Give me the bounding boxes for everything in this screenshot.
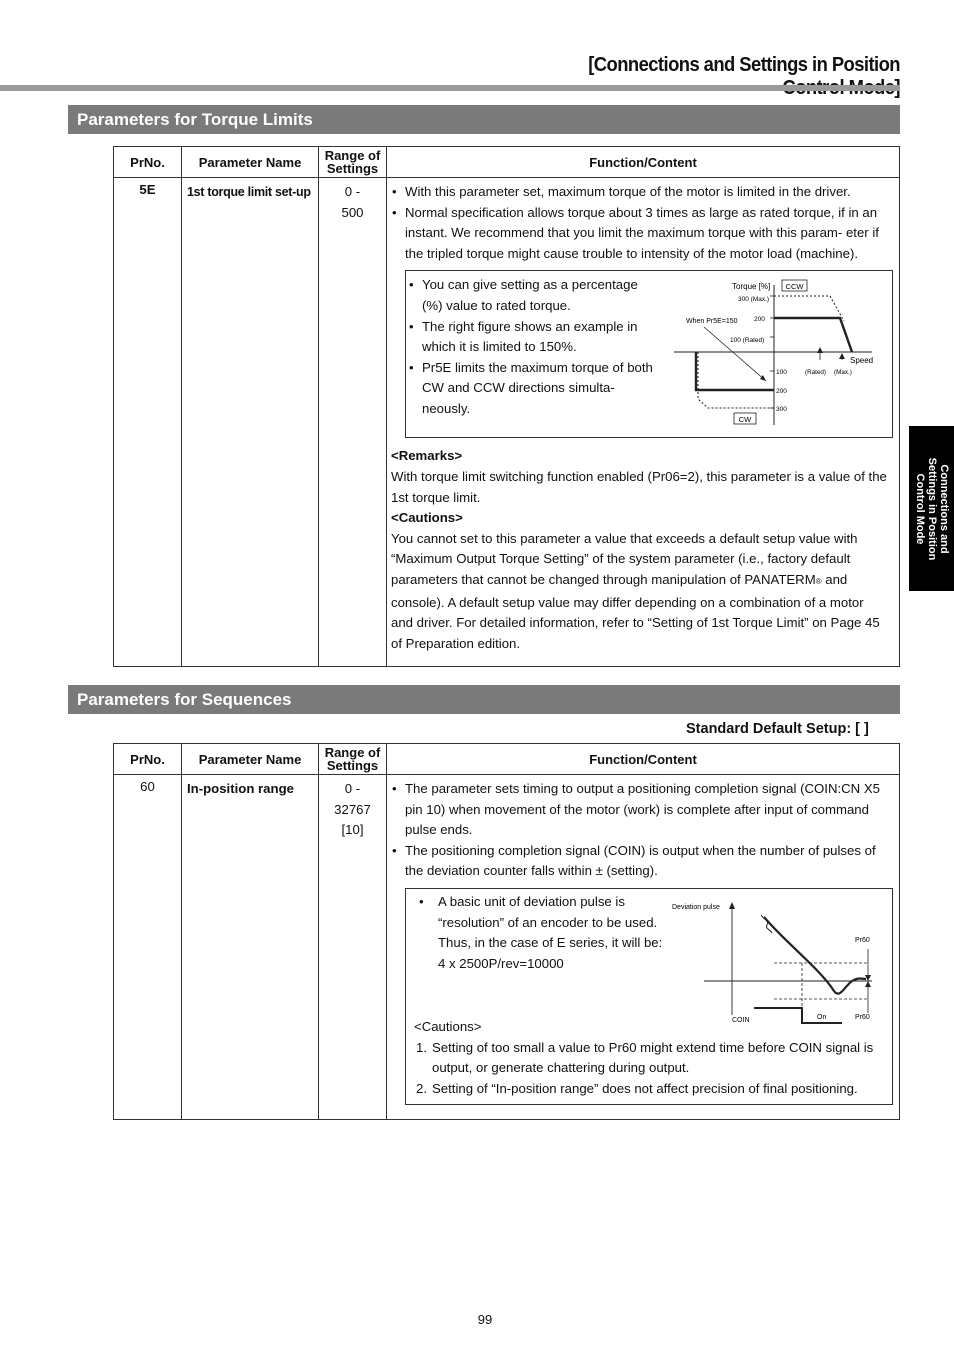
max-speed-label: (Max.): [834, 369, 852, 377]
speed-axis-label: Speed: [850, 356, 874, 366]
pr60-bottom-label: Pr60: [855, 1013, 870, 1021]
table-row: [114, 775, 900, 1120]
row-range: 0 - 32767 [10]: [319, 775, 387, 1120]
when-label: When Pr5E=150: [686, 318, 738, 326]
col-prno: PrNo.: [114, 744, 182, 775]
side-tab-text: Connections and Settings in Position Control Mode: [913, 457, 950, 560]
standard-default-setup: Standard Default Setup: [ ]: [686, 721, 869, 737]
box-text: [406, 271, 653, 425]
row-prno: 60: [114, 775, 182, 1120]
torque-limit-diagram: [672, 275, 890, 431]
function-bullet: • Normal specification allows torque about 3 times as large as rated torque, if in an instant. We recommend that you limit the maximum torque with this param- eter if the tripled torque might cause trouble to intensity of the motor load (machine).: [391, 203, 889, 265]
col-range: Range of Settings: [319, 744, 387, 775]
page-header: [Connections and Settings in Position: [588, 54, 900, 76]
box-text: [406, 889, 668, 974]
function-bullet: • With this parameter set, maximum torque of the motor is limited in the driver.: [391, 182, 889, 203]
section-title-sequences: Parameters for Sequences: [68, 685, 900, 714]
table-row: [114, 178, 900, 667]
pr60-top-label: Pr60: [855, 936, 870, 944]
box-bullet: • A basic unit of deviation pulse is “resolution” of an encoder to be used. Thus, in the case of E series, it will be: 4 x 2500P/rev=10000: [418, 892, 668, 974]
col-range: Range of Settings: [319, 147, 387, 178]
cautions-heading: <Cautions>: [391, 510, 463, 526]
tick-200: 200: [754, 316, 765, 324]
header-rule: [0, 85, 900, 91]
cautions-text: You cannot set to this parameter a value that exceeds a default setup value with “Maximum Output Torque Setting” of the system parameter (i.e., factory default parameters that cannot be changed through manipulation of PANATERM® and console). A default setup value may differ depending on a combination of a motor and driver. For detailed information, refer to “Setting of 1st Torque Limit” on Page 45 of Preparation edition.: [391, 530, 880, 651]
on-label: On: [817, 1013, 827, 1021]
remarks-text: With torque limit switching function enabled (Pr06=2), this parameter is a value of the 1st torque limit.: [391, 468, 887, 505]
table-header-row: [114, 744, 900, 775]
tick-neg-300: 300: [776, 406, 787, 414]
deviation-example-box: [405, 888, 893, 1105]
box-bullet: • Pr5E limits the maximum torque of both CW and CCW directions simulta- neously.: [408, 358, 653, 420]
function-bullet: • The positioning completion signal (COIN) is output when the number of pulses of the deviation counter falls within ± (setting).: [391, 841, 889, 882]
remarks-heading: <Remarks>: [391, 448, 463, 464]
box-bullet: • You can give setting as a percentage (%) value to rated torque.: [408, 275, 653, 316]
box-bullet: • The right figure shows an example in which it is limited to 150%.: [408, 317, 653, 358]
tick-neg-100: 100: [776, 369, 787, 377]
torque-axis-label: Torque [%]: [732, 282, 771, 292]
row-prno: 5E: [114, 178, 182, 667]
col-function: Function/Content: [387, 147, 900, 178]
deviation-axis-label: Deviation pulse: [672, 903, 720, 911]
row-range: 0 - 500: [319, 178, 387, 667]
col-parameter-name: Parameter Name: [182, 147, 319, 178]
caution-item: 2. Setting of “In-position range” does not affect precision of final positioning.: [416, 1080, 858, 1096]
ccw-label: CCW: [785, 282, 804, 292]
col-prno: PrNo.: [114, 147, 182, 178]
deviation-pulse-diagram: [672, 895, 884, 1025]
row-function: [387, 775, 900, 1120]
sequence-table: [113, 743, 900, 1120]
row-parameter-name: 1st torque limit set-up: [182, 178, 319, 667]
row-parameter-name: In-position range: [182, 775, 319, 1120]
caution-item: 1. Setting of too small a value to Pr60 might extend time before COIN signal is output, or generate chattering during output.: [416, 1039, 874, 1076]
box-cautions: [414, 1017, 886, 1099]
tick-300-max: 300 (Max.): [738, 296, 770, 304]
torque-limit-table: [113, 146, 900, 667]
function-bullet: • The parameter sets timing to output a positioning completion signal (COIN:CN X5 pin 10) when movement of the motor (work) is complete after input of command pulse ends.: [391, 779, 889, 841]
coin-label: COIN: [732, 1016, 750, 1024]
page-number: 99: [477, 1312, 493, 1327]
tick-neg-200: 200: [776, 388, 787, 396]
rated-speed-label: (Rated): [805, 369, 826, 377]
cw-label: CW: [738, 415, 752, 425]
col-function: Function/Content: [387, 744, 900, 775]
row-function: [387, 178, 900, 667]
side-chapter-tab: [909, 426, 954, 591]
box-cautions-heading: <Cautions>: [414, 1018, 482, 1034]
section-title-torque-limits: Parameters for Torque Limits: [68, 105, 900, 134]
tick-100-rated: 100 (Rated): [730, 337, 765, 345]
table-header-row: [114, 147, 900, 178]
col-parameter-name: Parameter Name: [182, 744, 319, 775]
torque-example-box: [405, 270, 893, 438]
